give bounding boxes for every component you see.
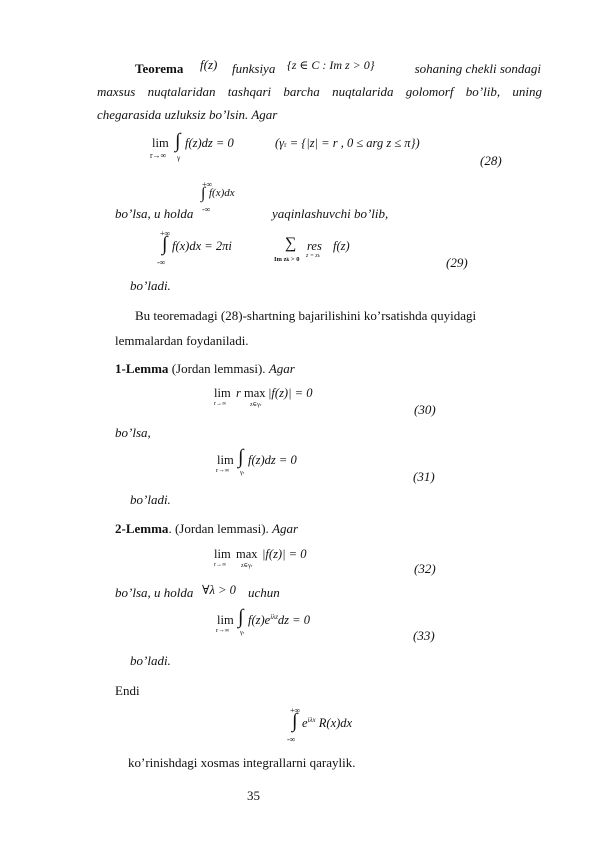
eq33-int-sub <box>240 630 244 636</box>
eq29-number: (29) <box>446 255 468 270</box>
para1-line1: Bu teoremadagi (28)-shartning bajarilishini ko’rsatishda quyidagi <box>135 308 477 323</box>
endi: Endi <box>115 683 140 698</box>
eq29-res-sub <box>306 253 320 259</box>
eq28-lim-sub: r→∞ <box>150 151 167 160</box>
eq33-int-sub-g: γ <box>240 630 243 636</box>
eq33-body <box>248 613 310 628</box>
boladi-2: bo’ladi. <box>130 492 171 507</box>
eq29-res: res <box>307 239 322 253</box>
lemma2-paren: . (Jordan lemmasi). <box>168 521 269 536</box>
eq29-int-lower: -∞ <box>157 258 166 267</box>
bolsa3-prefix: bo’lsa, u holda <box>115 585 194 600</box>
theorem-line1-tail: sohaning chekli sondagi <box>414 61 541 76</box>
eq33-lim: lim <box>217 613 234 627</box>
eq29-res-sub-k: k <box>317 253 320 258</box>
bolsa3-forall: ∀λ > 0 <box>202 583 236 597</box>
final-exp: iλx <box>307 716 316 724</box>
eq29-res-tail: f(z) <box>333 239 350 253</box>
eq31-lim-sub: r→∞ <box>216 467 230 474</box>
final-integral: ∫ <box>292 710 298 732</box>
eq32-lim: lim <box>214 547 231 561</box>
eq28-cond-start: (γ <box>275 136 285 150</box>
eq28-integral: ∫ <box>175 130 181 152</box>
lemma2-heading <box>115 521 298 537</box>
eq33-lim-sub: r→∞ <box>216 627 230 634</box>
theorem-line-1 <box>135 61 183 77</box>
eq31-int-sub <box>240 470 244 476</box>
eq29-sum-sub-a: Im z <box>274 256 287 263</box>
theorem-label: Teorema <box>135 61 184 76</box>
bolsa1-prefix: bo’lsa, u holda <box>115 206 194 221</box>
eq29-sum: ∑ <box>285 235 297 252</box>
eq29-int-upper: +∞ <box>160 229 171 238</box>
eq30-body: |f(z)| = 0 <box>268 386 313 400</box>
theorem-funksiya: funksiya <box>232 61 276 76</box>
eq28-body: f(z)dz = 0 <box>185 136 234 150</box>
lemma1-label: 1-Lemma <box>115 361 169 376</box>
eq29-body: f(x)dx = 2πi <box>172 239 232 253</box>
eq29-sum-sub <box>274 256 299 263</box>
eq28-lim-word: lim <box>152 136 169 150</box>
eq32-max-sub-a: z∈γ <box>241 563 251 569</box>
eq32-number: (32) <box>414 561 436 576</box>
eq28-number: (28) <box>480 153 502 168</box>
eq28-int-sub: γ <box>177 153 181 162</box>
eq32-max-sub-r: r <box>250 563 253 568</box>
lemma1-heading <box>115 361 295 377</box>
para1-line2: lemmalardan foydaniladi. <box>115 333 249 348</box>
eq30-max-sub-r: r <box>259 402 262 407</box>
eq33-exp: iλz <box>270 613 278 621</box>
eq30-max: max <box>244 386 266 400</box>
eq30-lim-sub: r→∞ <box>214 401 227 407</box>
eq30-number: (30) <box>414 402 436 417</box>
bolsa1-int-upper: +∞ <box>202 180 213 189</box>
lemma1-paren: (Jordan lemmasi). <box>171 361 266 376</box>
eq28-cond-sub: r <box>284 140 287 149</box>
bolsa-2: bo’lsa, <box>115 425 151 440</box>
bolsa1-integral: ∫ <box>201 185 206 202</box>
eq30-max-sub <box>250 401 261 408</box>
final-line: ko’rinishdagi xosmas integrallarni qaraylik. <box>128 755 356 770</box>
eq31-int-sub-g: γ <box>240 470 243 476</box>
eq29-res-sub-a: z = z <box>306 253 318 259</box>
eq30-max-sub-a: z∈γ <box>250 402 260 408</box>
theorem-domain: {z ∈ C : Im z > 0} <box>287 58 375 72</box>
lemma1-agar: Agar <box>268 361 295 376</box>
bolsa1-suffix: yaqinlashuvchi bo’lib, <box>272 206 389 221</box>
eq31-int-sub-r: r <box>242 470 245 475</box>
boladi-3: bo’ladi. <box>130 653 171 668</box>
final-body-post: R(x)dx <box>318 716 353 731</box>
eq32-lim-sub: r→∞ <box>214 562 227 568</box>
boladi-1: bo’ladi. <box>130 278 171 293</box>
final-body-pre: e <box>302 716 308 731</box>
lemma2-label: 2-Lemma <box>115 521 169 536</box>
bolsa3-suffix: uchun <box>248 585 280 600</box>
theorem-line-3: chegarasida uzluksiz bo’lsin. Agar <box>97 107 278 122</box>
eq32-max: max <box>236 547 258 561</box>
eq29-sum-sub-k: k <box>286 258 290 263</box>
eq30-lim: lim <box>214 386 231 400</box>
page-number: 35 <box>247 788 260 803</box>
bolsa1-body: f(x)dx <box>209 187 235 199</box>
eq28-lim <box>152 136 169 151</box>
eq33-body-post: dz = 0 <box>277 613 310 628</box>
lemma2-agar: Agar <box>272 521 299 536</box>
eq28-condition <box>275 136 420 151</box>
eq33-number: (33) <box>413 628 435 643</box>
eq31-integral: ∫ <box>238 446 244 468</box>
eq31-number: (31) <box>413 469 435 484</box>
eq33-int-sub-r: r <box>242 630 245 635</box>
eq33-integral: ∫ <box>238 606 244 628</box>
final-int-lower: -∞ <box>287 735 296 744</box>
final-int-upper: +∞ <box>290 706 301 715</box>
theorem-line-2: maxsus nuqtalaridan tashqari barcha nuqtalarida golomorf bo’lib, uning <box>97 84 542 99</box>
eq33-body-pre: f(z)e <box>248 613 271 628</box>
eq32-body: |f(z)| = 0 <box>262 547 307 561</box>
eq28-cond-rest: = {|z| = r , 0 ≤ arg z ≤ π}) <box>289 136 420 150</box>
eq32-max-sub <box>241 562 252 569</box>
theorem-fz: f(z) <box>200 57 218 72</box>
bolsa1-int-lower: -∞ <box>202 205 211 214</box>
final-body <box>302 716 352 731</box>
eq29-integral: ∫ <box>162 233 168 255</box>
eq31-body: f(z)dz = 0 <box>248 453 297 467</box>
eq31-lim: lim <box>217 453 234 467</box>
eq29-sum-sub-b: > 0 <box>289 256 300 263</box>
eq30-r: r <box>236 386 241 400</box>
